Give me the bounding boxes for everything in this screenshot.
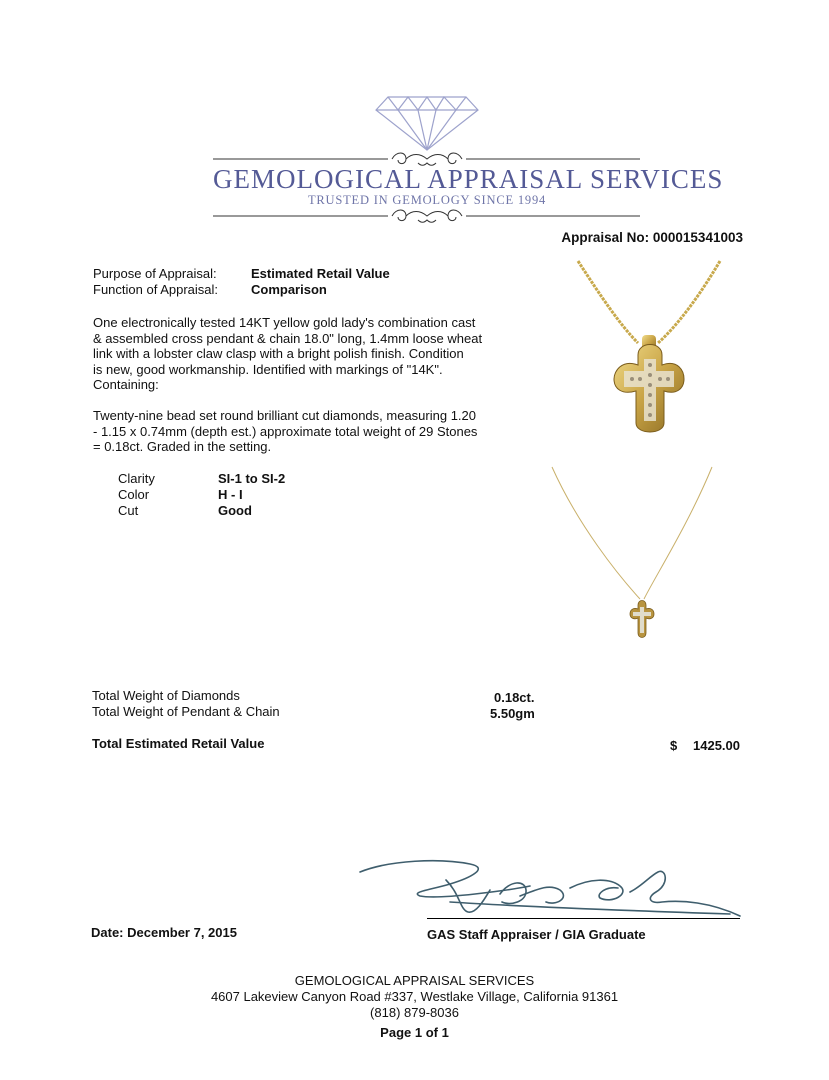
company-name: GEMOLOGICAL APPRAISAL SERVICES <box>213 164 724 194</box>
footer-phone: (818) 879-8036 <box>370 1005 459 1020</box>
function-row <box>93 282 513 298</box>
total-diamond-weight-value: 0.18ct. <box>494 690 535 705</box>
description-line: & assembled cross pendant & chain 18.0" long, 1.4mm loose wheat <box>93 330 483 346</box>
description-line: One electronically tested 14KT yellow gold lady's combination cast <box>93 315 476 330</box>
total-retail-value: 1425.00 <box>693 738 740 753</box>
diamond-line: Twenty-nine bead set round brilliant cut diamonds, measuring 1.20 <box>93 408 476 423</box>
purpose-value: Estimated Retail Value <box>251 266 390 281</box>
purpose-row <box>93 266 513 282</box>
total-pendant-weight-value: 5.50gm <box>490 706 535 721</box>
function-value: Comparison <box>251 282 327 297</box>
necklace-full-photo <box>548 465 718 650</box>
diamond-description <box>93 408 513 455</box>
diamond-line: = 0.18ct. Graded in the setting. <box>93 439 272 454</box>
total-diamond-weight-label: Total Weight of Diamonds <box>92 688 240 703</box>
grading-table <box>118 471 338 519</box>
grading-value: Good <box>218 503 252 518</box>
diamond-line: - 1.15 x 0.74mm (depth est.) approximate total weight of 29 Stones <box>93 423 478 439</box>
description-line: link with a lobster claw clasp with a bright polish finish. Condition <box>93 346 464 361</box>
grading-value: H - I <box>218 487 243 502</box>
purpose-label: Purpose of Appraisal: <box>93 266 217 281</box>
description-line: Containing: <box>93 377 159 392</box>
total-pendant-weight-label: Total Weight of Pendant & Chain <box>92 704 280 719</box>
function-label: Function of Appraisal: <box>93 282 219 297</box>
grading-label: Color <box>118 487 150 502</box>
grading-row-clarity <box>118 471 338 487</box>
pendant-closeup-photo <box>560 255 740 445</box>
item-description <box>93 315 513 393</box>
retail-currency: $ <box>670 738 678 753</box>
grading-label: Clarity <box>118 471 155 486</box>
description-line: is new, good workmanship. Identified with markings of "14K". <box>93 361 443 377</box>
footer-address: 4607 Lakeview Canyon Road #337, Westlake Village, California 91361 <box>210 989 619 1004</box>
ornament-divider-bottom <box>213 210 640 222</box>
grading-row-color <box>118 487 338 503</box>
company-tagline: TRUSTED IN GEMOLOGY SINCE 1994 <box>307 193 547 207</box>
diamond-icon <box>376 97 478 150</box>
grading-label: Cut <box>118 503 139 518</box>
total-retail-value-label: Total Estimated Retail Value <box>92 736 265 751</box>
page-number: Page 1 of 1 <box>380 1025 449 1040</box>
grading-value: SI-1 to SI-2 <box>218 471 286 486</box>
appraisal-number: Appraisal No: 000015341003 <box>561 230 743 245</box>
signer-title: GAS Staff Appraiser / GIA Graduate <box>427 927 646 942</box>
signature-line <box>427 918 740 919</box>
appraisal-date: Date: December 7, 2015 <box>91 925 237 940</box>
footer-company: GEMOLOGICAL APPRAISAL SERVICES <box>294 973 535 988</box>
grading-row-cut <box>118 503 338 519</box>
